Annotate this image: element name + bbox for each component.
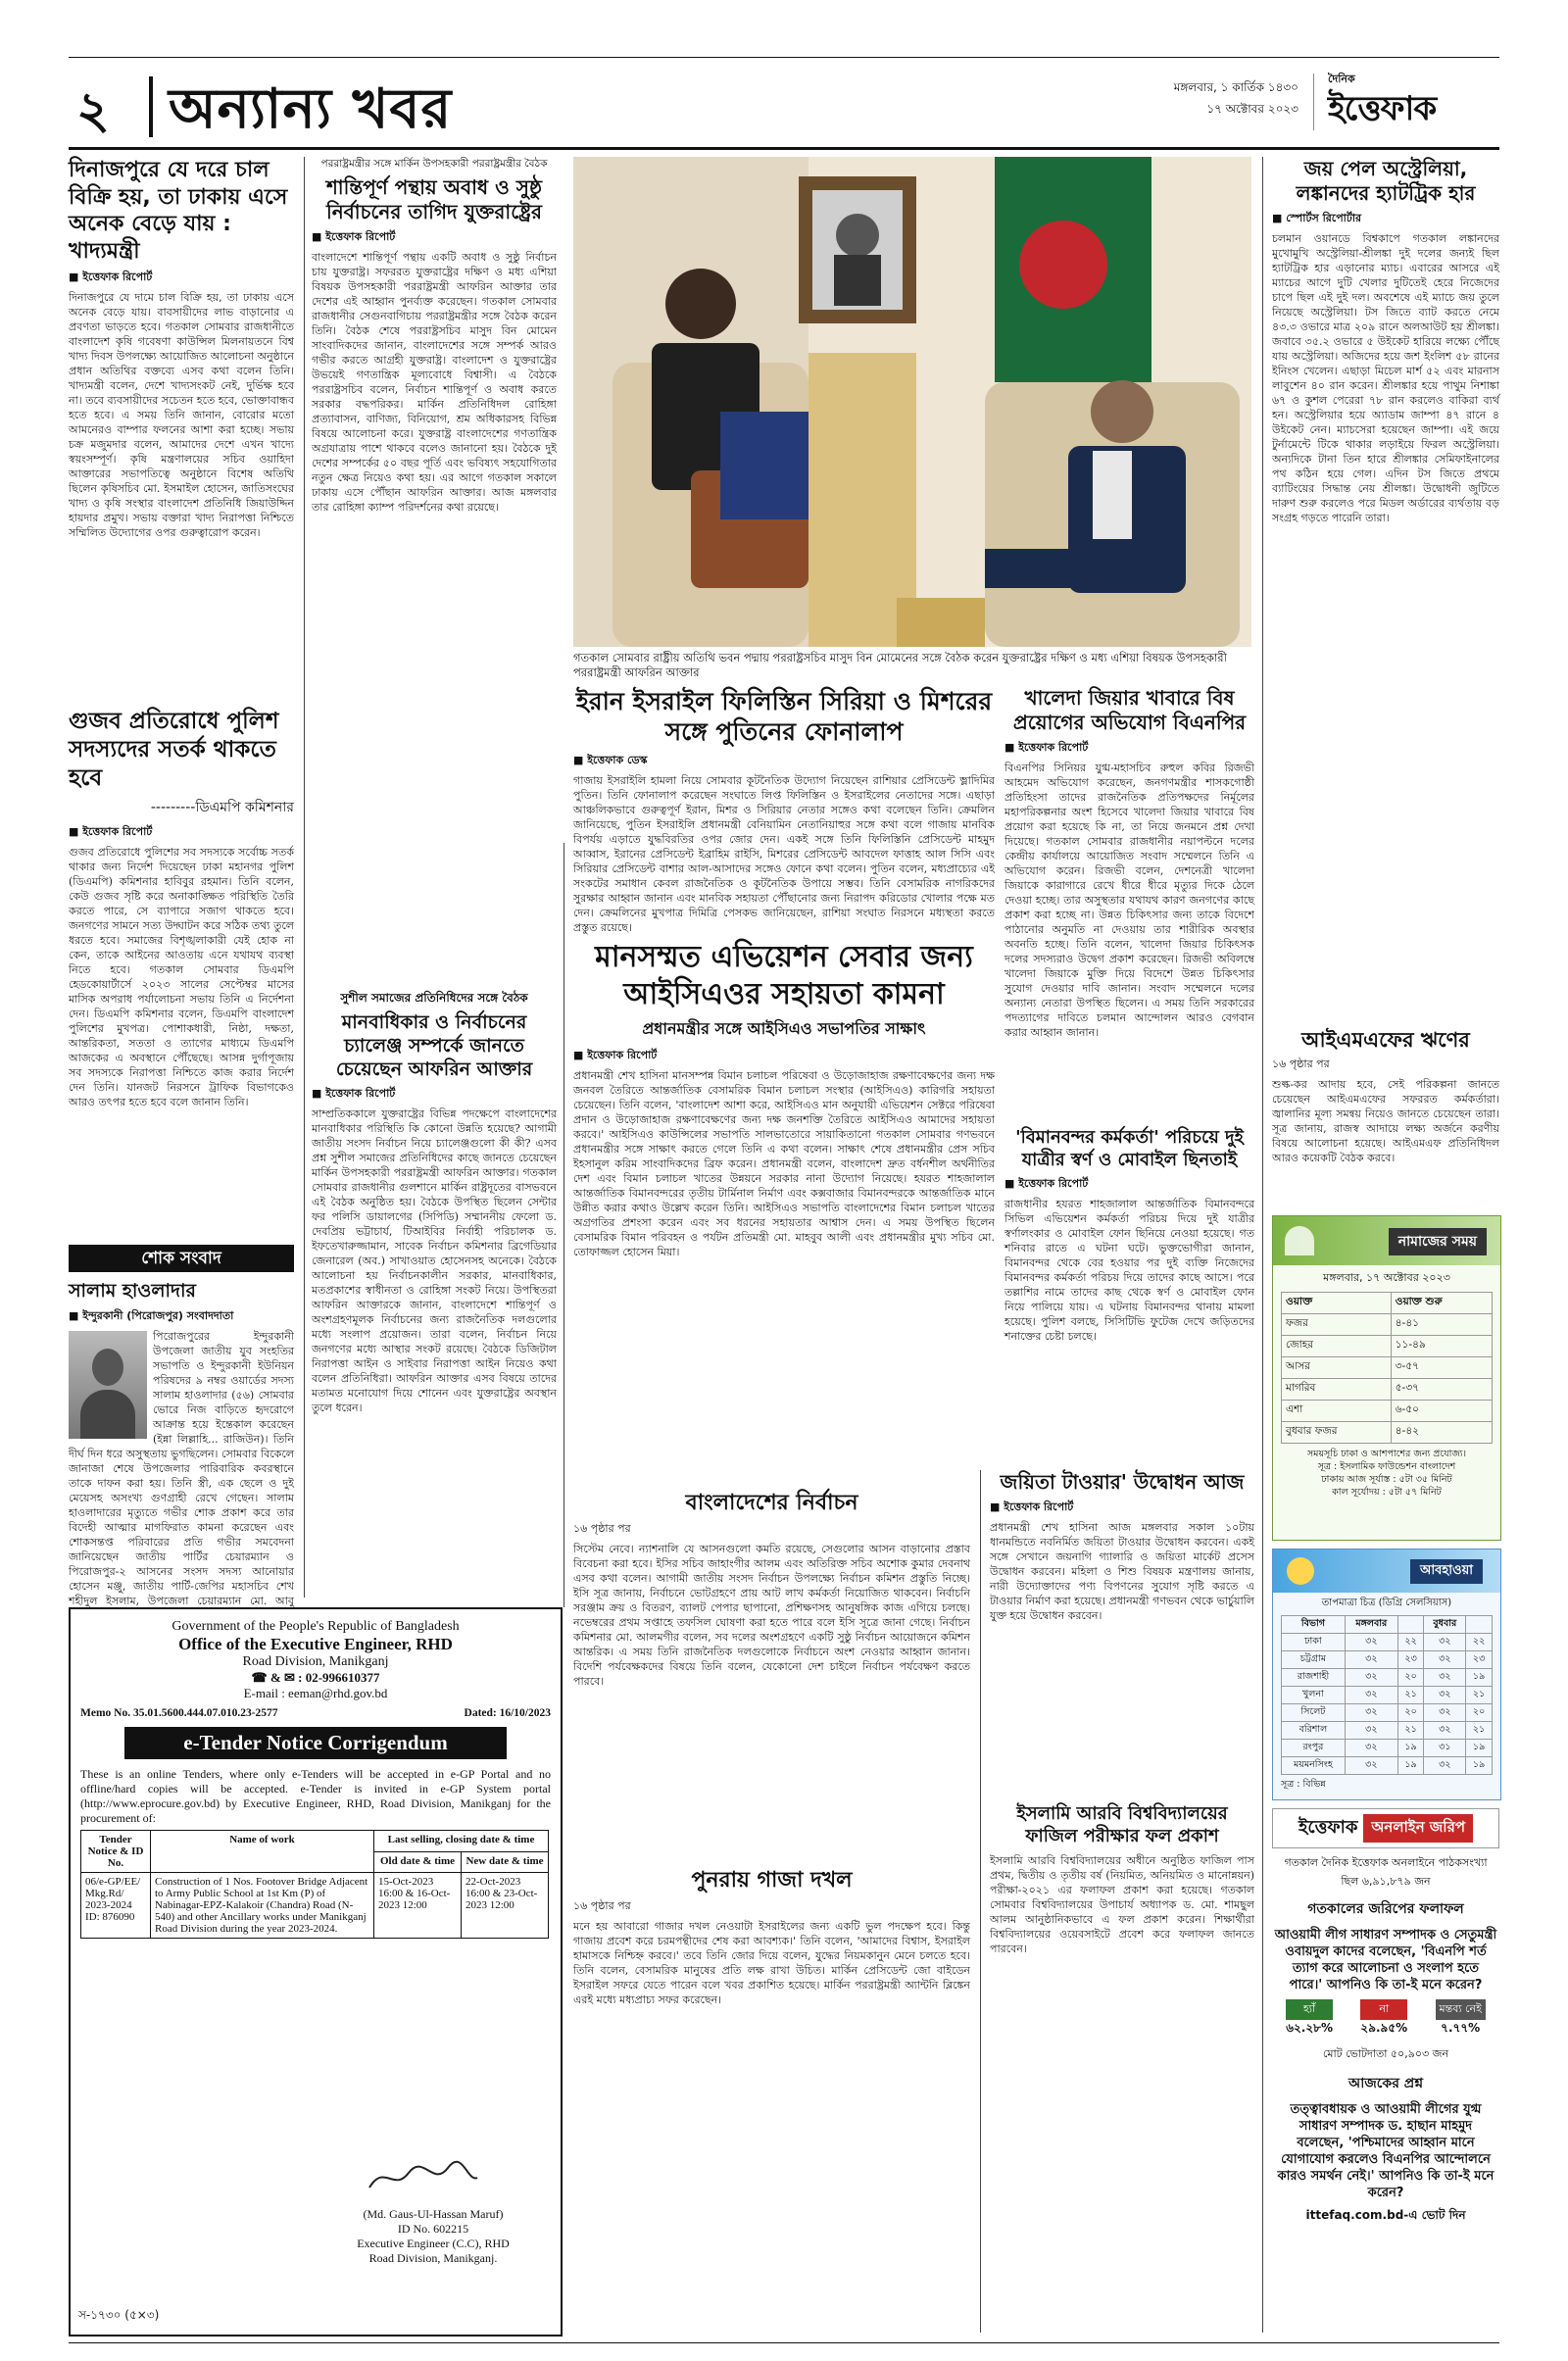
signature xyxy=(365,2158,482,2197)
poll-no-value: ২৯.৯৫% xyxy=(1360,2021,1408,2035)
byline: ■ ইত্তেফাক রিপোর্ট xyxy=(990,1500,1074,1513)
weather-row xyxy=(1282,1651,1493,1669)
continued-from: ১৬ পৃষ্ঠার পর xyxy=(1272,1058,1330,1071)
headline: জয় পেল অস্ট্রেলিয়া, লঙ্কানদের হ্যাটট্রিক হার xyxy=(1296,157,1476,205)
prayer-row xyxy=(1282,1336,1493,1357)
prayer-time: ওয়াক্ত শুরু xyxy=(1391,1293,1492,1314)
weather-cell: রাজশাহী xyxy=(1282,1669,1346,1687)
obituary xyxy=(69,1280,294,1641)
tender-office: Office of the Executive Engineer, RHD xyxy=(178,1635,453,1653)
prayer-name: বুধবার ফজর xyxy=(1282,1422,1392,1444)
poll-today-question: তত্ত্বাবধায়ক ও আওয়ামী লীগের যুগ্ম সাধারণ সম্পাদক ড. হাছান মাহমুদ বলেছেন, 'পশ্চিমাদের আহ্বান মানে যোগাযোগ করলেও বিএনপির আন্দোলনে কারও সমর্থন নেই।' আপনিও কি তা-ই মনে করেন? xyxy=(1277,2102,1494,2200)
weather-col-header: মঙ্গলবার xyxy=(1345,1616,1397,1634)
byline: ■ ইত্তেফাক রিপোর্ট xyxy=(312,230,396,243)
weather-cell: ২০ xyxy=(1397,1669,1424,1687)
article-body: বিএনপির সিনিয়র যুগ্ম-মহাসচিব রুহুল কবির রিজভী আহমেদ অভিযোগ করেছেন, জনগণমন্ত্রীর শাসকগোষ্ঠী প্রতিহিংসা তাদের রাজনৈতিক প্রতিপক্ষদের নির্মূলের মহাপরিকল্পনার অংশ হিসেবে খালেদা জিয়ার খাবারে বিষ প্রয়োগ করা হয়েছে কি না, তা নিয়ে জনমনে প্রশ্ন দেখা দিয়েছে। গতকাল সোমবার রাজধানীর নয়াপল্টনে দলের কেন্দ্রীয় কার্যালয়ে আয়োজিত সংবাদ সম্মেলনে তিনি এ অভিযোগ করেন। রিজভী বলেন, দেশনেত্রী খালেদা জিয়াকে কারাগারে রেখে ধীরে ধীরে মৃত্যুর দিকে ঠেলে দেওয়া হচ্ছে। তার অসুস্থতার যথাযথ কারণ জনগণের কাছে প্রকাশ করা হচ্ছে না। উন্নত চিকিৎসার জন্য তাকে বিদেশে পাঠানোর অনুমতি না দেওয়ায় তার শারীরিক অবস্থার অবনতি হচ্ছে। তিনি বলেন, খালেদা জিয়ার চিকিৎসক দলের সদস্যরাও উদ্বেগ প্রকাশ করেছেন। রিজভী অবিলম্বে খালেদা জিয়াকে মুক্তি দিয়ে বিদেশে উন্নত চিকিৎসার সুযোগ দেওয়ার দাবি জানান। সংবাদ সম্মেলনে দলের অন্যান্য নেতারা উপস্থিত ছিলেন। এ সময় তিনি সরকারের পদত্যাগের দাবিতে চলমান আন্দোলন আরও বেগবান করার আহ্বান জানান। xyxy=(1004,762,1254,1039)
poll-no-label: না xyxy=(1360,1999,1407,2020)
weather-row xyxy=(1282,1722,1493,1740)
prayer-time: ৬-৫০ xyxy=(1391,1401,1492,1422)
article-body: গুজব প্রতিরোধে পুলিশের সব সদস্যকে সর্বোচ্চ সতর্ক থাকার জন্য নির্দেশ দিয়েছেন ঢাকা মহানগর পুলিশ (ডিএমপি) কমিশনার হাবিবুর রহমান। তিনি বলেন, কেউ গুজব সৃষ্টি করে অনাকাঙ্ক্ষিত পরিস্থিতি তৈরি করতে পারে, সে ব্যাপারে সজাগ থাকতে হবে। জনগণের সামনে সত্য উদ্ঘাটন করে সঠিক তথ্য তুলে ধরতে হবে। সমাজের বিশৃঙ্খলাকারী যেই হোক না কেন, তাকে আইনের আওতায় এনে যথাযথ ব্যবস্থা নিতে হবে। গতকাল সোমবার ডিএমপি হেডকোয়ার্টার্সে ২০২৩ সালের সেপ্টেম্বর মাসের মাসিক অপরাধ পর্যালোচনা সভায় তিনি এ নির্দেশনা দেন। ডিএমপি কমিশনার বলেন, ডিএমপি বাংলাদেশ পুলিশের মুখপত্র। পোশাকধারী, নিষ্ঠা, দক্ষতা, আন্তরিকতা, সততা ও ত্যাগের মাধ্যমে ডিএমপি আজকের এ অবস্থানে পৌঁছেছে। আসন্ন দুর্গাপূজায় সব সদস্যকে নিরাপত্তা নিশ্চিতে কাজ করার নির্দেশ দেন তিনি। যানজট নিরসনে ট্রাফিক বিভাগকেও আরও তৎপর হতে হবে বলে জানান তিনি। xyxy=(69,846,294,1109)
obituary-body: পিরোজপুরের ইন্দুরকানী উপজেলা জাতীয় যুব সংহতির সভাপতি ও ইন্দুরকানী ইউনিয়ন পরিষদের ৯ নম্বর ওয়ার্ডের সদস্য সালাম হাওলাদার (৫৬) সোমবার ভোরে নিজ বাড়িতে হৃদরোগে আক্রান্ত হয়ে ইন্তেকাল করেছেন (ইন্না লিল্লাহি... রাজিউন)। তিনি দীর্ঘ দিন ধরে অসুস্থতায় ভুগছিলেন। সোমবার বিকেলে জানাজা শেষে উপজেলার পারিবারিক কবরস্থানে তাকে দাফন করা হয়। তিনি স্ত্রী, এক ছেলে ও দুই মেয়েসহ অসংখ্য গুণগ্রাহী রেখে গেছেন। সালাম হাওলাদারের মৃত্যুতে গভীর শোক প্রকাশ করে তার বিদেহী আত্মার মাগফিরাত কামনা করেছেন এবং শোকসন্তপ্ত পরিবারের প্রতি গভীর সমবেদনা জানিয়েছেন জাতীয় পার্টির চেয়ারম্যান ও পিরোজপুর-২ আসনের সংসদ সদস্য আনোয়ার হোসেন মঞ্জু, জাতীয় পার্টি-জেপির মহাসচিব শেখ শহীদুল ইসলাম, উপজেলা চেয়ারম্যান মো. আবু xyxy=(69,1329,294,1607)
headline: বাংলাদেশের নির্বাচন xyxy=(685,1491,858,1515)
byline: ■ ইত্তেফাক রিপোর্ট xyxy=(312,1087,396,1101)
byline: ■ ইত্তেফাক রিপোর্ট xyxy=(573,1049,658,1061)
signer-office: Road Division, Manikganj. xyxy=(368,2251,498,2265)
weather-cell: ৩২ xyxy=(1345,1634,1397,1651)
obituary-section-bar xyxy=(69,1245,294,1272)
kicker: সুশীল সমাজের প্রতিনিধিদের সঙ্গে বৈঠক xyxy=(340,991,528,1005)
article-body: সিস্টেম নেবে। ন্যাশনালি যে আসনগুলো কমতি রয়েছে, সেগুলোর আসন বাড়ানোর প্রস্তাব বিবেচনা করা হবে। ইসির সচিব জাহাংগীর আলম এবং অতিরিক্ত সচিব অশোক কুমার দেবনাথ এসব কথা বলেন। আগামী জাতীয় সংসদ নির্বাচন উপলক্ষ্যে নির্বাচন কমিশন প্রস্তুতি নিচ্ছে। ইসি সূত্র জানায়, নির্বাচনে ভোটগ্রহণে প্রায় আট লাখ কর্মকর্তা নিয়োজিত থাকবেন। নির্বাচনি সরঞ্জাম ক্রয় ও বিতরণ, ব্যালট পেপার ছাপানো, প্রশিক্ষণসহ আনুষঙ্গিক কাজ এগিয়ে চলছে। নভেম্বরের প্রথম সপ্তাহে তফসিল ঘোষণা করা হতে পারে বলে ইসি সূত্রে জানা গেছে। নির্বাচন কমিশনার মো. আলমগীর বলেন, সব দলের অংশগ্রহণে একটি সুষ্ঠু নির্বাচন আয়োজনে কমিশন আন্তরিক। এ সময় তিনি রাজনৈতিক দলগুলোকে নির্বাচনে অংশ নেওয়ার আহ্বান জানান। বিদেশি পর্যবেক্ষকদের বিষয়ে তিনি বলেন, যেকোনো দেশ চাইলে নির্বাচন পর্যবেক্ষণ করতে পারবে। xyxy=(573,1542,970,1688)
poll-prev-label: গতকালের জরিপের ফলাফল xyxy=(1307,1901,1464,1917)
weather-cell: ৩২ xyxy=(1345,1740,1397,1757)
sub-headline: ---------ডিএমপি কমিশনার xyxy=(150,800,294,816)
poll-logo: ইত্তেফাক xyxy=(1298,1817,1358,1838)
headline: গুজব প্রতিরোধে পুলিশ সদস্যদের সতর্ক থাকতে হবে xyxy=(69,709,279,791)
poll-title: অনলাইন জরিপ xyxy=(1363,1814,1473,1843)
prayer-row xyxy=(1282,1379,1493,1401)
prayer-time: ৫-৩৭ xyxy=(1391,1379,1492,1401)
row-new: 22-Oct-2023 16:00 & 23-Oct-2023 12:00 xyxy=(462,1873,549,1939)
weather-cell: সিলেট xyxy=(1282,1704,1346,1722)
poll-yes-label: হ্যাঁ xyxy=(1286,1999,1333,2020)
byline: ■ ইত্তেফাক রিপোর্ট xyxy=(69,271,153,283)
th-ref: Tender Notice & ID No. xyxy=(81,1831,151,1873)
article-rumor-police xyxy=(69,708,294,1188)
tender-memo: Memo No. 35.01.5600.444.07.010.23-2577 xyxy=(80,1707,278,1719)
prayer-row xyxy=(1282,1357,1493,1379)
article-body: দিনাজপুরে যে দামে চাল বিক্রি হয়, তা ঢাকায় এসে অনেক বেড়ে যায়। বাবসায়ীদের লাভ বাড়ানোর এ প্রবণতা ভাড়তে হবে। গতকাল সোমবার রাজধানীতে বাংলাদেশ কৃষি গবেষণা কাউন্সিল মিলনায়তনে বিশ্ব খাদ্য দিবস উপলক্ষ্যে আয়োজিত আলোচনা অনুষ্ঠানে প্রধান অতিথির বক্তব্যে এসব কথা বলেন তিনি। খাদ্যমন্ত্রী বলেন, দেশে খাদ্যসংকট নেই, দুর্ভিক্ষ হবে না। তবে ব্যবসায়ীদের সচেতন হতে হবে, ভোক্তাবান্ধব হতে হবে। এ সময় তিনি জানান, বোরোর মতো আমনেরও বাম্পার ফলনের আশা করা হচ্ছে। সভায় চক্র মজুমদার বলেন, আমাদের দেশে এখন খাদ্যে স্বয়ংসম্পূর্ণ। কৃষি মন্ত্রণালয়ের সচিব ওয়াহিদা আক্তারের সভাপতিত্বে অনুষ্ঠানে বিশেষ অতিথি ছিলেন কৃষিসচিব মো. ইসমাইল হোসেন, জাতিসংঘের খাদ্য ও কৃষি সংস্থার বাংলাদেশ প্রতিনিধি জিয়াউদ্দিন হায়দার প্রমুখ। সভায় বক্তারা খাদ্য নিরাপত্তা নিশ্চিতে সম্মিলিত উদ্যোগের ওপর গুরুত্বারোপ করেন। xyxy=(69,291,294,539)
article-us-election xyxy=(312,157,557,816)
section-title: অন্যান্য খবর xyxy=(169,77,453,141)
poll-total-votes: মোট ভোটদাতা ৫০,৯০৩ জন xyxy=(1322,2047,1449,2060)
weather-cell: ২৩ xyxy=(1397,1651,1424,1669)
mosque-icon xyxy=(1285,1226,1314,1255)
weather-row xyxy=(1282,1757,1493,1775)
prayer-name: জোহর xyxy=(1282,1336,1392,1357)
masthead-bottom-rule xyxy=(69,147,1499,150)
weather-title: আবহাওয়া xyxy=(1410,1559,1483,1584)
prayer-time: ৪-৪২ xyxy=(1391,1422,1492,1444)
table-row xyxy=(81,1873,549,1939)
article-body: গাজায় ইসরাইলি হামলা নিয়ে সোমবার কূটনৈতিক উদ্যোগ নিয়েছেন রাশিয়ার প্রেসিডেন্ট ভ্লাদিমির পুতিন। তিনি ফোনালাপ করেছেন সংঘাতে লিপ্ত ফিলিস্তিন ও ইসরাইলের নেতাদের সঙ্গে। এছাড়া আঞ্চলিকভাবে গুরুত্বপূর্ণ ইরান, মিশর ও সিরিয়ার নেতার সঙ্গেও কথা বলেছেন তিনি। ক্রেমলিন জানিয়েছে, পুতিন ইসরাইলি প্রধানমন্ত্রী বেনিয়ামিন নেতানিয়াহুর সঙ্গে কথা বলে গাজায় মানবিক বিপর্যয় এড়াতে যুদ্ধবিরতির ওপর জোর দেন। একই সঙ্গে তিনি ফিলিস্তিনি প্রেসিডেন্ট মাহমুদ আব্বাস, ইরানের প্রেসিডেন্ট ইব্রাহিম রাইসি, মিশরের প্রেসিডেন্ট আবদেল ফাত্তাহ আল সিসি এবং সিরিয়ার প্রেসিডেন্ট বাশার আল-আসাদের সঙ্গেও ফোনে কথা বলেন। পুতিন বলেন, মধ্যপ্রাচ্যের এই সংকটের সমাধান কেবল রাজনৈতিক ও কূটনৈতিক উপায়ে সম্ভব। তিনি বেসামরিক নাগরিকদের সুরক্ষার আহ্বান জানান এবং মানবিক সহায়তা পৌঁছানোর জন্য নিরাপদ করিডোর খোলার পক্ষে মত দেন। ক্রেমলিনের মুখপাত্র দিমিত্রি পেসকভ জানিয়েছেন, রাশিয়া সংঘাত নিরসনে মধ্যস্থতা করতে প্রস্তুত রয়েছে। xyxy=(573,773,995,934)
tender-division: Road Division, Manikganj xyxy=(242,1654,389,1669)
article-imf xyxy=(1272,1027,1499,1229)
poll-question: আওয়ামী লীগ সাধারণ সম্পাদক ও সেতুমন্ত্রী ওবায়দুল কাদের বলেছেন, 'বিএনপি শর্ত ত্যাগ করে আলোচনা ও সংলাপ হতে পারে।' আপনিও কি তা-ই মনে করেন? xyxy=(1274,1928,1497,1992)
prayer-name: ফজর xyxy=(1282,1314,1392,1336)
tender-gov: Government of the People's Republic of Bangladesh xyxy=(172,1619,460,1634)
article-body: ইসলামি আরবি বিশ্ববিদ্যালয়ের অধীনে অনুষ্ঠিত ফাজিল পাস প্রথম, দ্বিতীয় ও তৃতীয় বর্ষ (নিয়মিত, অনিয়মিত ও মানোন্নয়ন) পরীক্ষা-২০২১ এর ফলাফল প্রকাশ করা হয়েছে। গতকাল সোমবার বিশ্ববিদ্যালয়ের উপাচার্য অধ্যাপক ড. মো. শামছুল আলম আনুষ্ঠানিকভাবে এ ফল প্রকাশ করেন। শিক্ষার্থীরা বিশ্ববিদ্যালয়ের ওয়েবসাইটে প্রবেশ করে ফলাফল জানতে পারবেন। xyxy=(990,1854,1254,1955)
weather-box xyxy=(1272,1549,1501,1800)
headline-line-1: মানসম্মত এভিয়েশন সেবার জন্য xyxy=(595,940,973,974)
prayer-row xyxy=(1282,1401,1493,1422)
th-new: New date & time xyxy=(462,1851,549,1873)
masthead-divider xyxy=(1313,74,1314,130)
article-body: সাম্প্রতিককালে যুক্তরাষ্ট্রের বিভিন্ন পদক্ষেপে বাংলাদেশের মানবাধিকার পরিস্থিতি কি কোনো উন্নতি হয়েছে? আগামী জাতীয় সংসদ নির্বাচন নিয়ে চ্যালেঞ্জগুলো কী কী? এসব প্রশ্ন সুশীল সমাজের প্রতিনিধিদের কাছে জানতে চেয়েছেন মার্কিন উপসহকারী পররাষ্ট্রমন্ত্রী আফরিন আক্তার। গতকাল সোমবার রাজধানীর গুলশানে মার্কিন রাষ্ট্রদূতের বাসভবনে এই বৈঠক অনুষ্ঠিত হয়। বৈঠকে উপস্থিত ছিলেন সেন্টার ফর পলিসি ডায়ালগের (সিপিডি) সম্মাননীয় ফেলো ড. দেবপ্রিয় ভট্টাচার্য, টিআইবির নির্বাহী পরিচালক ড. ইফতেখারুজ্জামান, সাবেক নির্বাচন কমিশনার ব্রিগেডিয়ার জেনারেল (অব.) সাখাওয়াত হোসেনসহ অনেকে। বৈঠকে আলোচনা হয় নির্বাচনকালীন সরকার, মানবাধিকার, মতপ্রকাশের স্বাধীনতা ও রোহিঙ্গা সংকট নিয়ে। উপস্থিতরা আফরিন আক্তারকে জানান, বাংলাদেশে শান্তিপূর্ণ ও অংশগ্রহণমূলক নির্বাচনের জন্য রাজনৈতিক দলগুলোর মধ্যে সংলাপ প্রয়োজন। তারা বলেন, নির্বাচন নিয়ে জনগণের মধ্যে আস্থার সংকট রয়েছে। বৈঠকে ডিজিটাল নিরাপত্তা আইন ও সাইবার নিরাপত্তা আইন নিয়েও কথা বলেন প্রতিনিধিরা। আফরিন আক্তার এসব বিষয়ে তাদের মতামত মনোযোগ দিয়ে শোনেন এবং যুক্তরাষ্ট্রের অবস্থান তুলে ধরেন। xyxy=(312,1107,557,1415)
weather-cell: ২৩ xyxy=(1466,1651,1493,1669)
continued-from: ১৬ পৃষ্ঠার পর xyxy=(573,1898,631,1912)
weather-cell: ৩২ xyxy=(1424,1669,1466,1687)
signer-id: ID No. 602215 xyxy=(397,2222,469,2236)
article-gaza-continued xyxy=(573,1867,970,2311)
tender-dated: Dated: 16/10/2023 xyxy=(464,1707,551,1719)
byline: ■ ইত্তেফাক রিপোর্ট xyxy=(69,825,153,839)
issue-date-en: ১৭ অক্টোবর ২০২৩ xyxy=(1206,102,1298,116)
poll-link[interactable]: ittefaq.com.bd-এ ভোট দিন xyxy=(1305,2208,1466,2222)
weather-cell: ২২ xyxy=(1466,1634,1493,1651)
poll-yes-value: ৬২.২৮% xyxy=(1286,2021,1333,2035)
poll-today-label: আজকের প্রশ্ন xyxy=(1348,2076,1424,2091)
weather-cell: ২০ xyxy=(1466,1704,1493,1722)
weather-cell: ২১ xyxy=(1466,1722,1493,1740)
tender-table xyxy=(80,1830,549,1939)
headline: 'বিমানবন্দর কর্মকর্তা' পরিচয়ে দুই যাত্রীর স্বর্ণ ও মোবাইল ছিনতাই xyxy=(1015,1127,1244,1170)
tender-advertisement xyxy=(69,1607,563,2336)
weather-cell: ৩২ xyxy=(1345,1757,1397,1775)
logo-text: ইত্তেফাক xyxy=(1328,89,1437,128)
weather-row xyxy=(1282,1687,1493,1704)
ad-code: স-১৭৩০ (৫×৩) xyxy=(78,2308,160,2322)
weather-cell: ৩১ xyxy=(1424,1740,1466,1757)
weather-source: সূত্র : বিভিন্ন xyxy=(1281,1779,1326,1790)
th-work: Name of work xyxy=(151,1831,374,1873)
weather-cell: ২০ xyxy=(1397,1704,1424,1722)
byline: ■ ইন্দুরকানী (পিরোজপুর) সংবাদদাতা xyxy=(69,1308,234,1322)
sub-headline: প্রধানমন্ত্রীর সঙ্গে আইসিএও সভাপতির সাক্ষাৎ xyxy=(642,1019,926,1038)
poll-nc-label: মন্তব্য নেই xyxy=(1436,1999,1486,2020)
weather-cell: ৩২ xyxy=(1424,1651,1466,1669)
weather-cell: ময়মনসিংহ xyxy=(1282,1757,1346,1775)
column-rule xyxy=(304,157,305,1598)
prayer-note: সময়সূচি ঢাকা ও আশপাশের জন্য প্রযোজ্য। xyxy=(1306,1449,1467,1459)
article-khaleda xyxy=(1004,686,1254,1148)
weather-cell: ৩২ xyxy=(1345,1722,1397,1740)
weather-cell: বরিশাল xyxy=(1282,1722,1346,1740)
weather-cell: ১৯ xyxy=(1466,1757,1493,1775)
article-putin-calls xyxy=(573,686,995,934)
ittefaq-logo xyxy=(1328,71,1494,131)
weather-cell: ২২ xyxy=(1397,1634,1424,1651)
article-cricket xyxy=(1272,157,1499,1015)
prayer-row xyxy=(1282,1314,1493,1336)
kicker: পররাষ্ট্রমন্ত্রীর সঙ্গে মার্কিন উপসহকারী পররাষ্ট্রমন্ত্রীর বৈঠক xyxy=(320,158,548,170)
th-last: Last selling, closing date & time xyxy=(374,1831,549,1852)
th-old: Old date & time xyxy=(374,1851,462,1873)
photo-caption: গতকাল সোমবার রাষ্ট্রীয় অতিথি ভবন পদ্মায় পররাষ্ট্রসচিব মাসুদ বিন মোমেনের সঙ্গে বৈঠক করেন যুক্তরাষ্ট্রের দক্ষিণ ও মধ্য এশিয়া বিষয়ক উপসহকারী পররাষ্ট্রমন্ত্রী আফরিন আক্তার xyxy=(573,651,1227,679)
prayer-title: নামাজের সময় xyxy=(1389,1228,1487,1255)
prayer-name: এশা xyxy=(1282,1401,1392,1422)
continued-from: ১৬ পৃষ্ঠার পর xyxy=(573,1521,631,1535)
weather-col-header xyxy=(1397,1616,1424,1634)
prayer-time: ৪-৪১ xyxy=(1391,1314,1492,1336)
weather-cell: ৩২ xyxy=(1345,1669,1397,1687)
poll-nc-value: ৭.৭৭% xyxy=(1441,2021,1481,2035)
prayer-header xyxy=(1273,1216,1500,1265)
bottom-rule xyxy=(69,2342,1499,2343)
prayer-table xyxy=(1281,1292,1493,1444)
weather-cell: ৩২ xyxy=(1424,1757,1466,1775)
weather-cell: খুলনা xyxy=(1282,1687,1346,1704)
headline-line-2: আইসিএওর সহায়তা কামনা xyxy=(623,976,945,1011)
prayer-times-box xyxy=(1272,1215,1501,1541)
prayer-time: ১১-৪৯ xyxy=(1391,1336,1492,1357)
page-number-divider xyxy=(149,76,153,137)
tender-title: e-Tender Notice Corrigendum xyxy=(124,1727,507,1759)
headline: খালেদা জিয়ার খাবারে বিষ প্রয়োগের অভিযোগ বিএনপির xyxy=(1012,686,1247,734)
article-body: মনে হয় আবারো গাজার দখল নেওয়াটা ইসরাইলের জন্য একটি ভুল পদক্ষেপ হবে। কিন্তু গাজায় প্রবেশ করে চরমপন্থীদের শেষ করা আবশ্যক।' তিনি বলেন, 'আমাদের বিশ্বাস, ইসরাইল হামাসকে নিশ্চিহ্ন করবে।' তবে তিনি জোর দিয়ে বলেন, যুদ্ধের নিয়মকানুন মেনে চলতে হবে। তিনি বলেন, বেসামরিক মানুষের প্রতি লক্ষ রাখা উচিত। মার্কিন প্রেসিডেন্ট জো বাইডেন ইসরাইল সফরে যেতে পারেন বলে খবর প্রকাশিত হয়েছে। মার্কিন পররাষ্ট্রমন্ত্রী অ্যান্টনি ব্লিঙ্কেন এরই মধ্যে মধ্যপ্রাচ্য সফর করেছেন। xyxy=(573,1919,970,2006)
headline: ইরান ইসরাইল ফিলিস্তিন সিরিয়া ও মিশরের সঙ্গে পুতিনের ফোনালাপ xyxy=(575,687,993,747)
headline: মানবাধিকার ও নির্বাচনের চ্যালেঞ্জ সম্পর্কে জানতে চেয়েছেন আফরিন আক্তার xyxy=(335,1011,533,1080)
byline: ■ স্পোর্টস রিপোর্টার xyxy=(1272,212,1362,224)
signer-title: Executive Engineer (C.C), RHD xyxy=(357,2237,510,2250)
weather-row xyxy=(1282,1704,1493,1722)
prayer-note: ঢাকায় আজ সূর্যাস্ত : ৫টা ৩৫ মিনিট xyxy=(1321,1474,1452,1485)
article-rice-price xyxy=(69,157,294,661)
row-old: 15-Oct-2023 16:00 & 16-Oct-2023 12:00 xyxy=(374,1873,462,1939)
meeting-photo-illustration xyxy=(573,157,1251,647)
prayer-name: আসর xyxy=(1282,1357,1392,1379)
prayer-name: ওয়াক্ত xyxy=(1282,1293,1392,1314)
article-joyita-tower xyxy=(990,1470,1254,1775)
weather-row xyxy=(1282,1740,1493,1757)
article-human-rights xyxy=(312,990,557,1606)
weather-row xyxy=(1282,1634,1493,1651)
prayer-note: কাল সূর্যোদয় : ৫টা ৫৭ মিনিট xyxy=(1332,1487,1442,1498)
issue-date xyxy=(1102,76,1298,120)
article-arabic-university xyxy=(990,1803,1254,2285)
byline: ■ ইত্তেফাক ডেস্ক xyxy=(573,753,648,766)
weather-cell: ২১ xyxy=(1466,1687,1493,1704)
article-body: রাজধানীর হযরত শাহজালাল আন্তর্জাতিক বিমানবন্দরে সিভিল এভিয়েশন কর্মকর্তা পরিচয় দিয়ে দুই যাত্রীর স্বর্ণালংকার ও মোবাইল ফোন ছিনিয়ে নেওয়া হয়েছে। গত শনিবার রাতে এ ঘটনা ঘটে। ভুক্তভোগীরা জানান, বিমানবন্দর থেকে বের হওয়ার পর দুই ব্যক্তি নিজেদের বিমানবন্দর কর্মকর্তা পরিচয় দিয়ে তাদের কাছে আসে। পরে তল্লাশির নামে তাদের কাছ থেকে স্বর্ণ ও মোবাইল ফোন নিয়ে পালিয়ে যায়। এ ঘটনায় বিমানবন্দর থানায় মামলা হয়েছে। পুলিশ বলছে, সিসিটিভি ফুটেজ দেখে জড়িতদের শনাক্তের চেষ্টা চলছে। xyxy=(1004,1198,1254,1343)
poll-readers: গতকাল দৈনিক ইত্তেফাক অনলাইনে পাঠকসংখ্যা ছিল ৬,৯১,৮৭৯ জন xyxy=(1284,1856,1488,1888)
weather-cell: ১৯ xyxy=(1397,1757,1424,1775)
prayer-row xyxy=(1282,1293,1493,1314)
person-silhouette-icon xyxy=(92,1349,123,1386)
headline: শান্তিপূর্ণ পন্থায় অবাধ ও সুষ্ঠু নির্বাচনের তাগিদ যুক্তরাষ্ট্রের xyxy=(325,175,543,223)
byline: ■ ইত্তেফাক রিপোর্ট xyxy=(1004,741,1089,754)
tender-intro: These is an online Tenders, where only e-Tenders will be accepted in e-GP Portal and no offline/hard copies will be accepted. e-Tender is invited in e-GP System portal (http://www.eprocure.gov.bd) by Executive Engineer, RHD, Road Division, Manikganj for the procurement of: xyxy=(80,1767,551,1825)
weather-cell: ৩২ xyxy=(1345,1704,1397,1722)
weather-col-header: বিভাগ xyxy=(1282,1616,1346,1634)
headline: পুনরায় গাজা দখল xyxy=(691,1868,853,1893)
prayer-row xyxy=(1282,1422,1493,1444)
article-airport-mugging xyxy=(1004,1127,1254,1383)
weather-row xyxy=(1282,1669,1493,1687)
weather-col-header: বুধবার xyxy=(1424,1616,1466,1634)
weather-header-row xyxy=(1282,1616,1493,1634)
column-rule xyxy=(1262,157,1263,2333)
prayer-name: মাগরিব xyxy=(1282,1379,1392,1401)
headline: জয়িতা টাওয়ার' উদ্বোধন আজ xyxy=(1000,1470,1245,1494)
headline: আইএমএফের ঋণের xyxy=(1301,1028,1470,1052)
row-work: Construction of 1 Nos. Footover Bridge Adjacent to Army Public School at 1st Km (P) of Nabinagar-EPZ-Kalakoir (Chandra) Road (N-540) and other Ancillary works under Manikganj Road Division during the year 2023-2024. xyxy=(151,1873,374,1939)
signer-name: (Md. Gaus-Ul-Hassan Maruf) xyxy=(363,2207,504,2221)
news-photo xyxy=(573,157,1251,647)
issue-date-bn: মঙ্গলবার, ১ কার্তিক ১৪৩০ xyxy=(1173,80,1298,94)
weather-cell: ১৯ xyxy=(1466,1669,1493,1687)
article-icao xyxy=(573,939,995,1446)
prayer-date: মঙ্গলবার, ১৭ অক্টোবর ২০২৩ xyxy=(1323,1271,1450,1284)
weather-cell: ১৯ xyxy=(1466,1740,1493,1757)
poll-results xyxy=(1272,1999,1499,2040)
headline: ইসলামি আরবি বিশ্ববিদ্যালয়ের ফাজিল পরীক্ষার ফল প্রকাশ xyxy=(1016,1803,1228,1846)
page-number: ২ xyxy=(76,81,110,140)
online-poll xyxy=(1272,1808,1499,2333)
weather-col-header xyxy=(1466,1616,1493,1634)
weather-cell: ২১ xyxy=(1397,1722,1424,1740)
article-body: প্রধানমন্ত্রী শেখ হাসিনা মানসম্পন্ন বিমান চলাচল পরিষেবা ও উড়োজাহাজ রক্ষণাবেক্ষণের জন্য দক্ষ জনবল তৈরিতে আন্তর্জাতিক বেসামরিক বিমান চলাচল সংস্থার (আইসিএও) কারিগরি সহায়তা চেয়েছেন। তিনি বলেন, 'বাংলাদেশ আশা করে, আইসিএও মান অনুযায়ী এভিয়েশন সেক্টরে পরিষেবা প্রদান ও উড়োজাহাজ রক্ষণাবেক্ষণের জন্য দক্ষ জনশক্তি তৈরিতে আইসিএও আমাদের সহায়তা করবে।' আইসিএও কাউন্সিলের সভাপতি সালভাতোরে সায়াকিতানো গতকাল সোমবার গণভবনে প্রধানমন্ত্রীর সঙ্গে সাক্ষাৎ করতে গেলে তিনি এ কথা বলেন। সাক্ষাৎ শেষে প্রধানমন্ত্রীর প্রেস সচিব ইহসানুল করিম সাংবাদিকদের ব্রিফ করেন। প্রধানমন্ত্রী বলেন, বাংলাদেশ দ্রুত বর্ধনশীল অর্থনীতির দেশ এবং বিমান চলাচল খাতের উন্নয়নে সরকার নানা উদ্যোগ নিয়েছে। হযরত শাহজালাল আন্তর্জাতিক বিমানবন্দরের তৃতীয় টার্মিনাল নির্মাণ এবং কক্সবাজার বিমানবন্দরকে আন্তর্জাতিক মানে উন্নীত করার কথাও উল্লেখ করেন তিনি। আইসিএও সভাপতি বাংলাদেশের বিমান চলাচল খাতের অগ্রগতির প্রশংসা করেন এবং সব ধরনের সহায়তার আশ্বাস দেন। এ সময় উপস্থিত ছিলেন বেসামরিক বিমান পরিবহন ও পর্যটন প্রতিমন্ত্রী মো. মাহবুব আলী এবং প্রধানমন্ত্রীর মুখ্য সচিব মো. তোফাজ্জল হোসেন মিয়া। xyxy=(573,1069,995,1258)
weather-cell: ৩২ xyxy=(1424,1722,1466,1740)
obituary-name: সালাম হাওলাদার xyxy=(69,1280,196,1302)
tender-email: E-mail : eeman@rhd.gov.bd xyxy=(243,1686,388,1700)
top-rule xyxy=(69,57,1499,58)
prayer-note: সূত্র : ইসলামিক ফাউন্ডেশন বাংলাদেশ xyxy=(1317,1461,1456,1472)
row-ref: 06/e-GP/EE/ Mkg.Rd/ 2023-2024 ID: 876090 xyxy=(81,1873,151,1939)
weather-subtitle: তাপমাত্রা চিত্র (ডিগ্রি সেলসিয়াস) xyxy=(1321,1598,1452,1608)
weather-cell: চট্টগ্রাম xyxy=(1282,1651,1346,1669)
weather-cell: ৩২ xyxy=(1345,1651,1397,1669)
weather-cell: ১৯ xyxy=(1397,1740,1424,1757)
logo-small-text: দৈনিক xyxy=(1328,73,1355,85)
article-body: চলমান ওয়ানডে বিশ্বকাপে গতকাল লঙ্কানদের মুখোমুখি অস্ট্রেলিয়া-শ্রীলঙ্কা দুই দলের জন্যই ছিল হ্যাটট্রিক হার এড়ানোর ম্যাচ। এবারের আসরে এই ম্যাচের আগে দুটি খেলার দুটিতেই হেরে নিজেদের চাপে ছিল এই দুই দল। অবশেষে এই ম্যাচে জয় তুলে নিয়েছে অস্ট্রেলিয়া। টস জিতে ব্যাট করতে নেমে ৪৩.৩ ওভারে মাত্র ২০৯ রানে অলআউট হয় শ্রীলঙ্কা। জবাবে ৩৫.২ ওভারে ৫ উইকেট হারিয়ে লক্ষ্যে পৌঁছে যায় অস্ট্রেলিয়া। অজিদের হয়ে জশ ইংলিশ ৫৮ রানের ইনিংস খেলেন। এছাড়া মিচেল মার্শ ৫২ এবং মারনাস লাবুশেন ৪০ রান করেন। শ্রীলঙ্কার হয়ে পাথুম নিশাঙ্কা ৬৭ ও কুশল পেরেরা ৭৮ রান করলেও বাকিরা ব্যর্থ হন। অস্ট্রেলিয়ার হয়ে অ্যাডাম জাম্পা ৪৭ রানে ৪ উইকেট নেন। ম্যাচসেরা হয়েছেন জাম্পা। এই জয়ে টুর্নামেন্টে টিকে থাকার লড়াইয়ে ফিরল অস্ট্রেলিয়া। অন্যদিকে টানা তিন হারে শ্রীলঙ্কার সেমিফাইনালের পথ কঠিন হয়ে গেল। এদিন টস জিতে প্রথমে ব্যাটিংয়ের সিদ্ধান্ত নেয় শ্রীলঙ্কা। উদ্বোধনী জুটিতে দারুণ শুরু করলেও পরে মিডল অর্ডারের ব্যর্থতায় বড় সংগ্রহ গড়তে পারেনি তারা। xyxy=(1272,232,1499,524)
weather-cell: ২১ xyxy=(1397,1687,1424,1704)
weather-table xyxy=(1281,1615,1493,1775)
article-body: শুল্ক-কর আদায় হবে, সেই পরিকল্পনা জানতে চেয়েছেন আইএমএফের সফররত কর্মকর্তারা। জ্বালানির মূল্য সমন্বয় নিয়েও জানতে চেয়েছেন তারা। সূত্র জানায়, রাজস্ব আদায়ে লক্ষ্য অর্জনে করণীয় বিষয়ে আলোচনা হয়েছে। আইএমএফ প্রতিনিধিদল আরও কয়েকটি বৈঠক করবে। xyxy=(1272,1078,1499,1165)
obituary-photo xyxy=(69,1331,147,1439)
prayer-time: ৩-৫৭ xyxy=(1391,1357,1492,1379)
byline: ■ ইত্তেফাক রিপোর্ট xyxy=(1004,1177,1089,1190)
headline: দিনাজপুরে যে দরে চাল বিক্রি হয়, তা ঢাকায় এসে অনেক বেড়ে যায় : খাদ্যমন্ত্রী xyxy=(69,158,288,264)
weather-cell: রংপুর xyxy=(1282,1740,1346,1757)
weather-header xyxy=(1273,1549,1500,1593)
column-rule xyxy=(980,1470,981,2333)
tender-phone: ☎ & ✉ : 02-996610377 xyxy=(251,1670,380,1685)
weather-cell: ৩২ xyxy=(1424,1704,1466,1722)
weather-cell: ৩২ xyxy=(1424,1687,1466,1704)
weather-cell: ৩২ xyxy=(1345,1687,1397,1704)
article-body: বাংলাদেশে শান্তিপূর্ণ পন্থায় একটি অবাধ ও সুষ্ঠু নির্বাচন চায় যুক্তরাষ্ট্র। সফররত যুক্তরাষ্ট্রের দক্ষিণ ও মধ্য এশিয়া বিষয়ক উপসহকারী পররাষ্ট্রমন্ত্রী আফরিন আক্তার তার দেশের এই আহ্বান পুনর্ব্যক্ত করেছেন। গতকাল সোমবার রাজধানীর সেগুনবাগিচায় পররাষ্ট্রমন্ত্রীর সঙ্গে বৈঠক করেন তিনি। বৈঠক শেষে পররাষ্ট্রসচিব মাসুদ বিন মোমেন সাংবাদিকদের জানান, বাংলাদেশের সঙ্গে সম্পর্ক আরও গভীর করতে আগ্রহী যুক্তরাষ্ট্র। বাংলাদেশ ও যুক্তরাষ্ট্রের উভয়েই গণতান্ত্রিক মূল্যবোধে বিশ্বাসী। এ বৈঠকে পররাষ্ট্রসচিব বলেন, নির্বাচন শান্তিপূর্ণ ও অবাধ করতে সরকার বদ্ধপরিকর। মার্কিন প্রতিনিধিদল রোহিঙ্গা প্রত্যাবাসন, বাণিজ্য, বিনিয়োগ, শ্রম অধিকারসহ বিভিন্ন বিষয়ে আলোচনা করে। যুক্তরাষ্ট্র বাংলাদেশের গণতান্ত্রিক অগ্রযাত্রায় পাশে থাকবে বলেও জানানো হয়। বৈঠকে দুই দেশের সম্পর্কের ৫০ বছর পূর্তি এবং ভবিষ্যৎ সহযোগিতার নতুন ক্ষেত্র নিয়েও কথা হয়। এর আগে গতকাল সকালে ঢাকায় এসে পৌঁছান আফরিন আক্তার। আজ মঙ্গলবার তার রোহিঙ্গা ক্যাম্প পরিদর্শনের কথা রয়েছে। xyxy=(312,251,557,514)
weather-cell: ৩২ xyxy=(1424,1634,1466,1651)
sun-cloud-icon xyxy=(1287,1557,1314,1585)
article-body: প্রধানমন্ত্রী শেখ হাসিনা আজ মঙ্গলবার সকাল ১০টায় ধানমন্ডিতে নবনির্মিত জয়িতা টাওয়ার উদ্বোধন করবেন। একই সঙ্গে সেখানে জয়নাগি গ্যালারি ও জয়িতা মার্কেট প্রসেস উদ্বোধন করবেন। মহিলা ও শিশু বিষয়ক মন্ত্রণালয় জানায়, নারী উদ্যোক্তাদের পণ্য বিপণনের সুযোগ সৃষ্টি করতে এ টাওয়ার নির্মাণ করা হয়েছে। প্রধানমন্ত্রী গণভবন থেকে ভার্চুয়ালি যুক্ত হয়ে উদ্বোধন করবেন। xyxy=(990,1521,1254,1622)
weather-cell: ঢাকা xyxy=(1282,1634,1346,1651)
article-election-continued xyxy=(573,1490,970,1845)
obituary-section-title: শোক সংবাদ xyxy=(141,1249,221,1268)
